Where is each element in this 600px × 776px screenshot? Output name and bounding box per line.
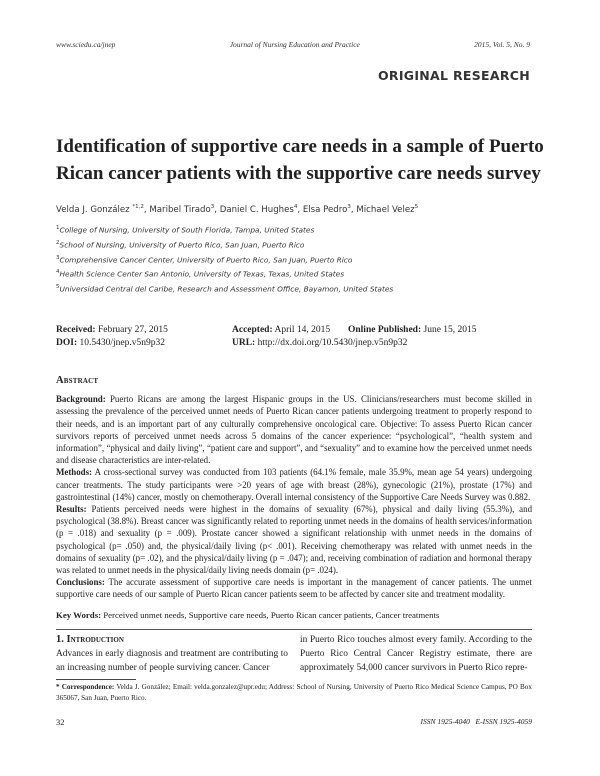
page-number: 32 [56,716,65,727]
keywords-label: Key Words: [56,609,102,620]
article-body [56,133,544,744]
accepted-label: Accepted: [232,325,273,336]
conclusions-label: Conclusions: [56,577,105,588]
author: Maribel Tirado [149,204,211,215]
section-divider [56,629,532,630]
url-link[interactable]: http://dx.doi.org/10.5430/jnep.v5n9p32 [257,338,408,349]
author-sup: 5 [414,204,419,210]
footnote-label: * Correspondence: [56,682,115,691]
received-value: February 27, 2015 [97,325,168,336]
keywords [56,609,532,621]
introduction-column-2: in Puerto Rico touches almost every family. According to the Puerto Rico Central Cancer Registry estimate, there are approximately 54,000 cancer survivors in Puerto Rico repre- [300,634,532,673]
results-text: Patients perceived needs were highest in the domains of sexuality (67%), physical and daily living (55.3%), and psychological (38.8%). Breast cancer was significantly related to reporting unmet needs in the domains of health services/information (p = .018) and sexuality (p = .009). Prostate cancer showed a significant relationship with unmet needs in the domains of psychological (p= .050) and, the physical/daily living (p< .001). Receiving chemotherapy was related with unmet needs in the domains of sexuality (p= .02), and the physical/daily living (p = .047); and, receiving combination of radiation and hormonal therapy was related to unmet needs in the physical/daily living needs domain (p= .024). [56,504,533,576]
introduction-heading: 1. Introduction [56,633,124,645]
abstract-results [56,503,532,576]
received-date [56,324,232,337]
conclusions-text: The accurate assessment of supportive care needs is important in the management of cancer patients. The unmet supportive care needs of our sample of Puerto Rican cancer patients seem to be affected by cancer site and treatment modality. [56,577,532,600]
introduction [56,633,532,675]
page-footer [56,716,532,744]
running-header [56,0,530,54]
published-date [348,324,477,337]
url [232,337,407,350]
background-text: Puerto Ricans are among the largest Hispanic groups in the US. Clinicians/researchers must become skilled in assessing the prevalence of the perceived unmet needs of Puerto Rican cancer patients undergoing treatment to properly respond to their needs, and is an important part of any culturally comprehensive oncological care. Objective: To assess Puerto Rican cancer survivors reports of perceived unmet needs across 5 domains of the cancer experience: “psychological”, “health system and information”, “physical and daily living”, “patient care and support”, and “sexuality” and to examine how the perceived unmet needs and disease characteristics are inter-related. [56,394,532,466]
correspondence-footnote [56,682,532,704]
doi-label: DOI: [56,338,78,349]
accepted-value: April 14, 2015 [274,325,331,336]
author-sup: 3 [210,204,215,210]
author: Velda J. González [56,204,130,215]
author-sup: *1,2 [132,204,144,210]
background-label: Background: [56,394,106,405]
affiliation [56,266,532,281]
header-website: www.sciedu.ca/jnep [56,40,116,49]
affiliation-number: 3 [56,254,60,261]
abstract-background [56,393,532,466]
doi-value[interactable]: 10.5430/jnep.v5n9p32 [79,338,165,349]
abstract-heading: Abstract [56,375,99,387]
keywords-text: Perceived unmet needs, Supportive care needs, Puerto Rican cancer patients, Cancer treatments [103,609,440,620]
header-volume: 2015, Vol. 5, No. 9 [474,40,530,49]
url-label: URL: [232,338,256,349]
abstract-methods [56,466,532,503]
results-label: Results: [56,504,87,515]
footnote-divider [56,679,136,680]
affiliation-number: 2 [56,239,60,246]
affiliation-number: 1 [56,224,60,231]
received-label: Received: [56,325,96,336]
author-sup: 3 [347,204,351,210]
affiliation [56,281,532,296]
author-sup: 4 [293,204,298,210]
affiliations [56,222,532,296]
methods-text: A cross-sectional survey was conducted from 103 patients (64.1% female, male 35.9%, mean age 54 years) undergoing cancer treatments. The study participants were >20 years of age with breast (28%), gynecologic (21%), prostate (17%) and gastrointestinal (14%) cancer, mostly on chemotherapy. Overall internal consistency of the Supportive Care Needs Survey was 0.882. [56,467,533,502]
section-label: ORIGINAL RESEARCH [377,68,530,83]
footnote-text: Velda J. González; Email: velda.gonzalez@upr.edu; Address: School of Nursing, University of Puerto Rico Medical Science Campus, PO Box 365067, San Juan, Puerto Rico. [56,682,532,702]
published-value: June 15, 2015 [423,325,477,336]
affiliation-text: Comprehensive Cancer Center, University of Puerto Rico, San Juan, Puerto Rico [59,255,353,265]
issn: ISSN 1925-4040 E-ISSN 1925-4059 [420,716,532,726]
doi [56,337,232,350]
affiliation-text: Universidad Central del Caribe, Research and Assessment Office, Bayamon, United States [59,284,394,294]
affiliation [56,237,532,252]
published-label: Online Published: [348,325,422,336]
methods-label: Methods: [56,467,92,478]
accepted-date [232,324,348,337]
affiliation-text: Health Science Center San Antonio, University of Texas, Texas, United States [59,269,345,279]
publication-dates [56,324,532,350]
header-journal: Journal of Nursing Education and Practice [229,40,360,49]
affiliation-text: College of Nursing, University of South Florida, Tampa, United States [59,225,315,235]
affiliation-text: School of Nursing, University of Puerto Rico, San Juan, Puerto Rico [59,240,305,250]
author: Michael Velez [356,204,415,215]
abstract [56,393,532,600]
affiliation-number: 5 [56,284,60,291]
abstract-conclusions [56,576,532,600]
paper-title: Identification of supportive care needs in a sample of Puerto Rican cancer patients with the supportive care needs survey [56,136,544,184]
affiliation [56,252,532,267]
affiliation-number: 4 [56,269,60,276]
author: Elsa Pedro [302,204,348,215]
introduction-column-1: Advances in early diagnosis and treatment are contributing to an increasing number of people surviving cancer. Cancer [56,648,288,673]
author: Daniel C. Hughes [219,204,294,215]
author-list: Velda J. González $^{*1,2}$, Maribel Tirado$^3$, Daniel C. Hughes$^4$, Elsa Pedro$^3$, Michael Velez$^5$ [56,204,419,215]
affiliation [56,222,532,237]
introduction-left [56,633,288,675]
